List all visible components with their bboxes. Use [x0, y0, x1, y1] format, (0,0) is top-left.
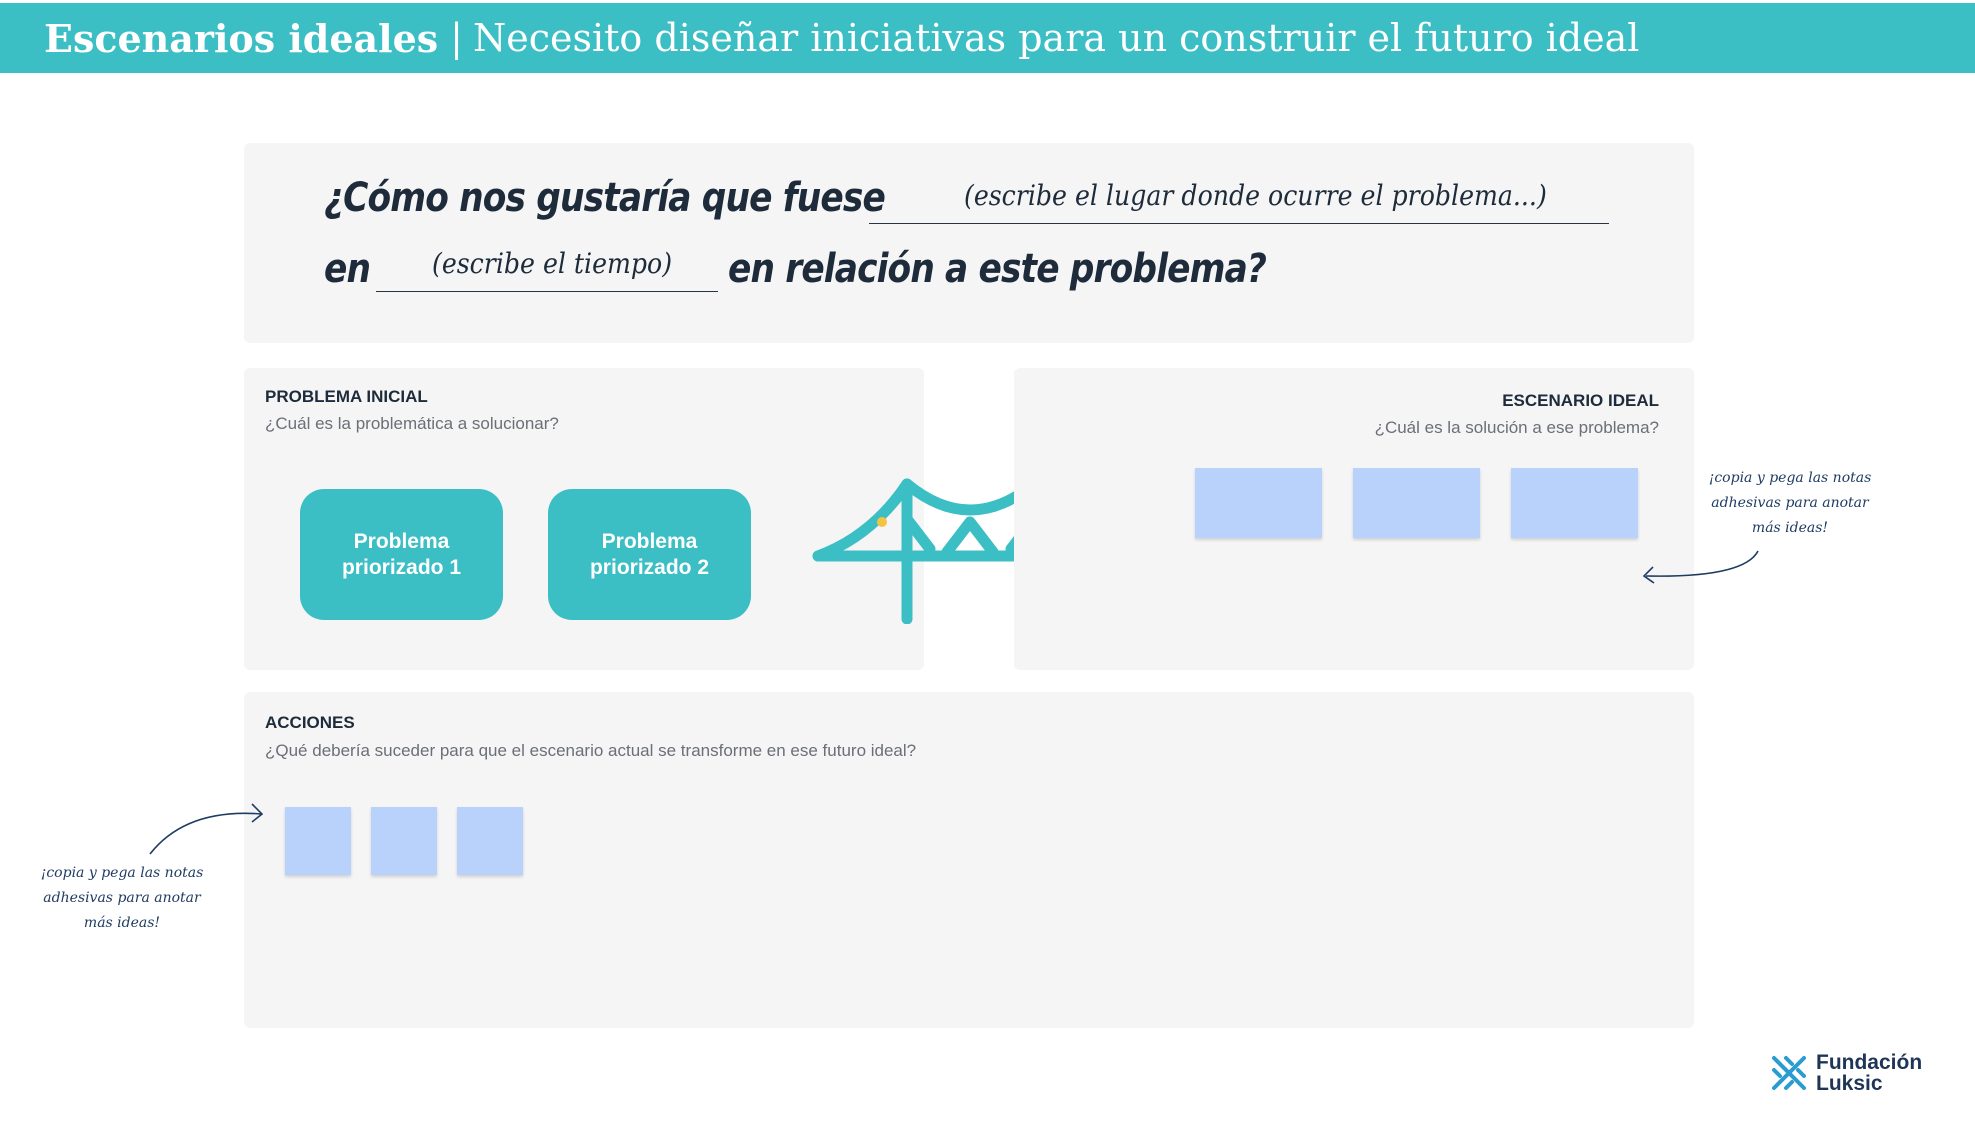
question-blank2-handwriting[interactable]: (escribe el tiempo): [432, 247, 673, 280]
question-part2: en: [324, 246, 371, 292]
problema-priorizado-2-button[interactable]: Problema priorizado 2: [548, 489, 751, 620]
question-part1: ¿Cómo nos gustaría que fuese: [324, 175, 885, 221]
arrow-icon: [1636, 548, 1766, 584]
hint-copy-notes-right: ¡copia y pega las notas adhesivas para anotar más ideas!: [1708, 470, 1872, 536]
sticky-note[interactable]: [1511, 468, 1638, 538]
hint-copy-notes-left: ¡copia y pega las notas adhesivas para anotar más ideas!: [40, 865, 204, 931]
sticky-note[interactable]: [1195, 468, 1322, 538]
problema-inicial-subtitle: ¿Cuál es la problemática a solucionar?: [265, 414, 559, 433]
escenario-ideal-panel: [1014, 368, 1694, 670]
luksic-x-icon: [1770, 1054, 1808, 1092]
header-separator: |: [450, 16, 463, 60]
acciones-panel: [244, 692, 1694, 1028]
acciones-title: ACCIONES: [265, 713, 355, 732]
question-part3: en relación a este problema?: [728, 246, 1267, 292]
fundacion-luksic-logo: [1770, 1052, 1922, 1094]
problema-priorizado-1-button[interactable]: Problema priorizado 1: [300, 489, 503, 620]
arrow-icon: [146, 800, 268, 858]
sticky-note[interactable]: [457, 807, 523, 875]
question-blank1-line: [869, 223, 1609, 224]
logo-line2: Luksic: [1816, 1072, 1883, 1095]
acciones-subtitle: ¿Qué debería suceder para que el escenario actual se transforme en ese futuro ideal?: [265, 741, 917, 760]
sticky-note[interactable]: [1353, 468, 1480, 538]
sticky-note[interactable]: [371, 807, 437, 875]
logo-line1: Fundación: [1816, 1051, 1923, 1074]
problema-inicial-title: PROBLEMA INICIAL: [265, 387, 428, 406]
escenario-ideal-title: ESCENARIO IDEAL: [1502, 391, 1659, 410]
header-banner: [0, 3, 1975, 73]
sticky-note[interactable]: [285, 807, 351, 875]
question-panel: [244, 143, 1694, 343]
escenario-ideal-subtitle: ¿Cuál es la solución a ese problema?: [1374, 418, 1659, 437]
question-blank2-line: [376, 291, 718, 292]
header-title-bold: Escenarios ideales: [44, 15, 439, 61]
header-title-rest: Necesito diseñar iniciativas para un construir el futuro ideal: [472, 16, 1640, 60]
question-blank1-handwriting[interactable]: (escribe el lugar donde ocurre el problema...): [964, 179, 1547, 212]
